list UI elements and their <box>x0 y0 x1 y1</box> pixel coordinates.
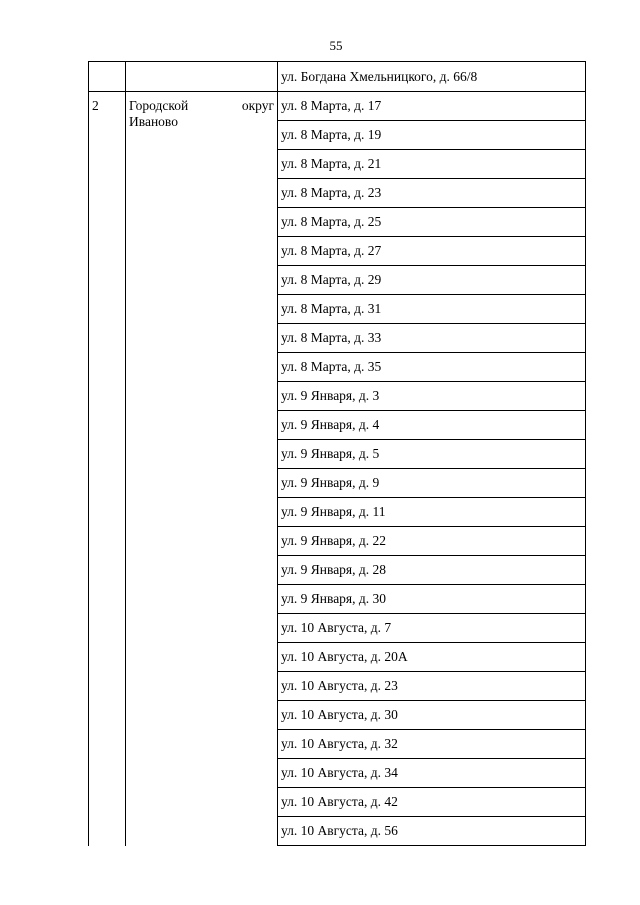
row-number-cell: 2 <box>89 92 126 846</box>
table-row <box>89 92 586 121</box>
address-cell: ул. 8 Марта, д. 19 <box>278 121 586 150</box>
address-table <box>88 61 586 846</box>
address-cell: ул. 10 Августа, д. 30 <box>278 701 586 730</box>
district-cell <box>126 62 278 92</box>
address-cell: ул. 8 Марта, д. 21 <box>278 150 586 179</box>
table-body <box>89 62 586 846</box>
district-word: округ <box>241 98 274 113</box>
address-cell: ул. 9 Января, д. 22 <box>278 527 586 556</box>
page-number: 55 <box>329 38 343 53</box>
address-cell: ул. 10 Августа, д. 23 <box>278 672 586 701</box>
address-cell: ул. Богдана Хмельницкого, д. 66/8 <box>278 62 586 92</box>
address-cell: ул. 10 Августа, д. 42 <box>278 788 586 817</box>
address-cell: ул. 10 Августа, д. 32 <box>278 730 586 759</box>
district-line <box>129 98 274 114</box>
address-cell: ул. 8 Марта, д. 25 <box>278 208 586 237</box>
address-cell: ул. 9 Января, д. 30 <box>278 585 586 614</box>
row-number-cell <box>89 62 126 92</box>
address-cell: ул. 9 Января, д. 5 <box>278 440 586 469</box>
address-cell: ул. 10 Августа, д. 20А <box>278 643 586 672</box>
district-line: Иваново <box>129 114 178 129</box>
table-row <box>89 62 586 92</box>
district-word: Городской <box>129 98 189 113</box>
address-cell: ул. 8 Марта, д. 35 <box>278 353 586 382</box>
district-cell <box>126 92 278 846</box>
address-cell: ул. 9 Января, д. 4 <box>278 411 586 440</box>
address-cell: ул. 9 Января, д. 3 <box>278 382 586 411</box>
address-cell: ул. 10 Августа, д. 34 <box>278 759 586 788</box>
address-cell: ул. 8 Марта, д. 17 <box>278 92 586 121</box>
address-cell: ул. 10 Августа, д. 7 <box>278 614 586 643</box>
address-cell: ул. 8 Марта, д. 33 <box>278 324 586 353</box>
address-cell: ул. 8 Марта, д. 23 <box>278 179 586 208</box>
address-cell: ул. 9 Января, д. 11 <box>278 498 586 527</box>
address-cell: ул. 8 Марта, д. 27 <box>278 237 586 266</box>
address-cell: ул. 8 Марта, д. 31 <box>278 295 586 324</box>
address-cell: ул. 10 Августа, д. 56 <box>278 817 586 846</box>
address-cell: ул. 9 Января, д. 28 <box>278 556 586 585</box>
address-cell: ул. 8 Марта, д. 29 <box>278 266 586 295</box>
address-cell: ул. 9 Января, д. 9 <box>278 469 586 498</box>
